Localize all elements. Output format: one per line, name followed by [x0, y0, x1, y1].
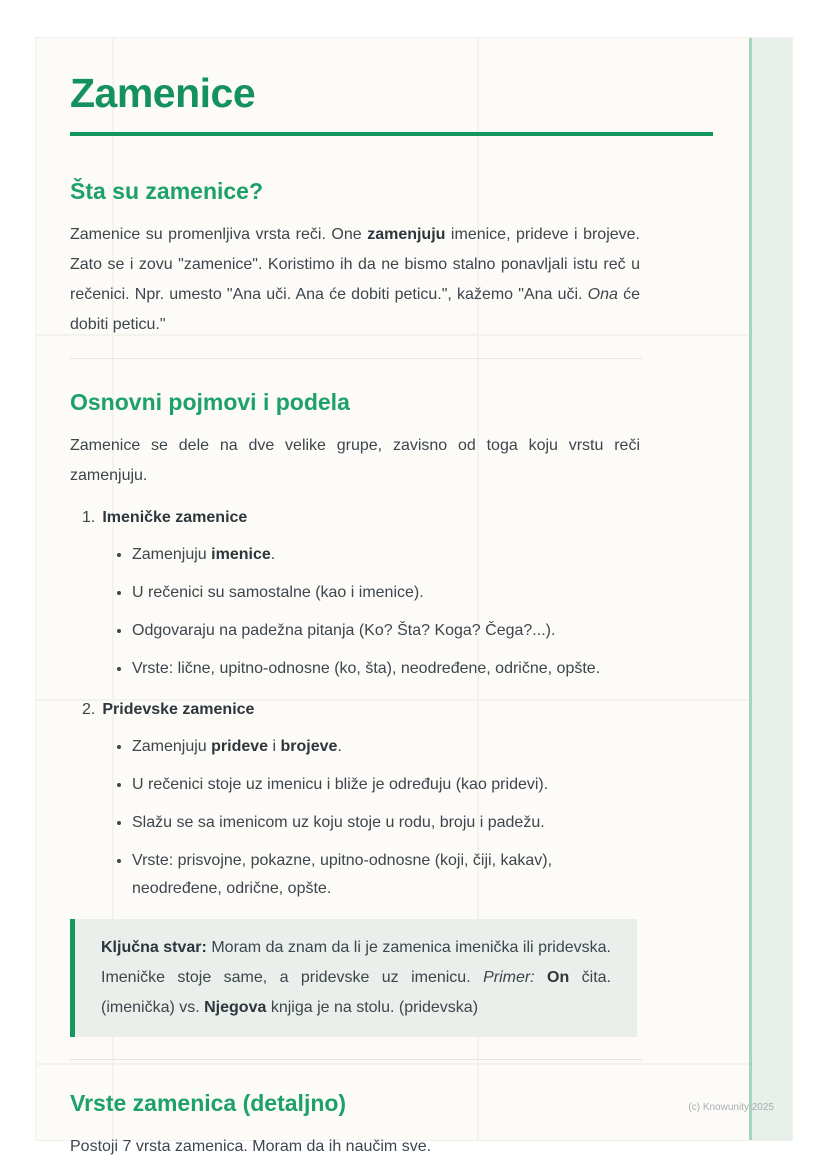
section-heading-what-are-pronouns: Šta su zamenice? — [70, 178, 264, 204]
title-underline-rule — [70, 132, 713, 136]
bullet-item: • Zamenjuju imenice. — [132, 541, 640, 569]
list-item-adjective-pronouns — [70, 697, 640, 903]
bullet-item: • Vrste: lične, upitno-odnosne (ko, šta), neodređene, odrične, opšte. — [132, 655, 640, 683]
bullet-item: • U rečenici su samostalne (kao i imenice). — [132, 579, 640, 607]
note-page — [36, 38, 792, 1155]
key-point-callout — [70, 919, 637, 1037]
list-item-label: Imeničke zamenice — [102, 509, 248, 526]
section-heading-basic-concepts: Osnovni pojmovi i podela — [70, 389, 350, 415]
note-content — [70, 68, 640, 1162]
copyright-watermark: (c) Knowunity 2025 — [688, 1102, 774, 1113]
paragraph-basic-concepts-intro: Zamenice se dele na dve velike grupe, zavisno od toga koju vrstu reči zamenjuju. — [70, 437, 640, 484]
section-heading-pronoun-types: Vrste zamenica (detaljno) — [70, 1090, 347, 1116]
list-item-number: 1. — [82, 509, 96, 526]
list-item-noun-pronouns — [70, 505, 640, 683]
section-divider — [70, 1059, 642, 1060]
list-item-label: Pridevske zamenice — [102, 701, 255, 718]
key-point-text: Ključna stvar: Moram da znam da li je zamenica imenička ili pridevska. Imeničke stoje same, a pridevske uz imenicu. Primer: On čita. (imenička) vs. Njegova knjiga je na stolu. (pridevska) — [101, 939, 611, 1016]
bullet-item: • Odgovaraju na padežna pitanja (Ko? Šta? Koga? Čega?...). — [132, 617, 640, 645]
page-accent-strip — [749, 38, 792, 1140]
list-item-heading — [70, 697, 640, 723]
page-title: Zamenice — [70, 70, 256, 116]
paragraph-what-are-pronouns: Zamenice su promenljiva vrsta reči. One zamenjuju imenice, prideve i brojeve. Zato se i zovu "zamenice". Koristimo ih da ne bismo stalno ponavljali istu reč u rečenici. Npr. umesto "Ana uči. Ana će dobiti peticu.", kažemo "Ana uči. Ona će dobiti peticu." — [70, 226, 641, 333]
bullet-item: • Zamenjuju prideve i brojeve. — [132, 733, 640, 761]
list-item-number: 2. — [82, 701, 96, 718]
pronoun-groups-list — [70, 505, 640, 903]
noun-pronouns-bullets — [70, 541, 640, 683]
section-divider — [70, 358, 642, 359]
bullet-item: • U rečenici stoje uz imenicu i bliže je određuju (kao pridevi). — [132, 771, 640, 799]
bullet-item: • Slažu se sa imenicom uz koju stoje u rodu, broju i padežu. — [132, 809, 640, 837]
list-item-heading — [70, 505, 640, 531]
paragraph-pronoun-types-intro: Postoji 7 vrsta zamenica. Moram da ih naučim sve. — [70, 1138, 432, 1155]
adjective-pronouns-bullets — [70, 733, 640, 903]
bullet-item: • Vrste: prisvojne, pokazne, upitno-odnosne (koji, čiji, kakav), neodređene, odrične, opšte. — [132, 847, 640, 903]
